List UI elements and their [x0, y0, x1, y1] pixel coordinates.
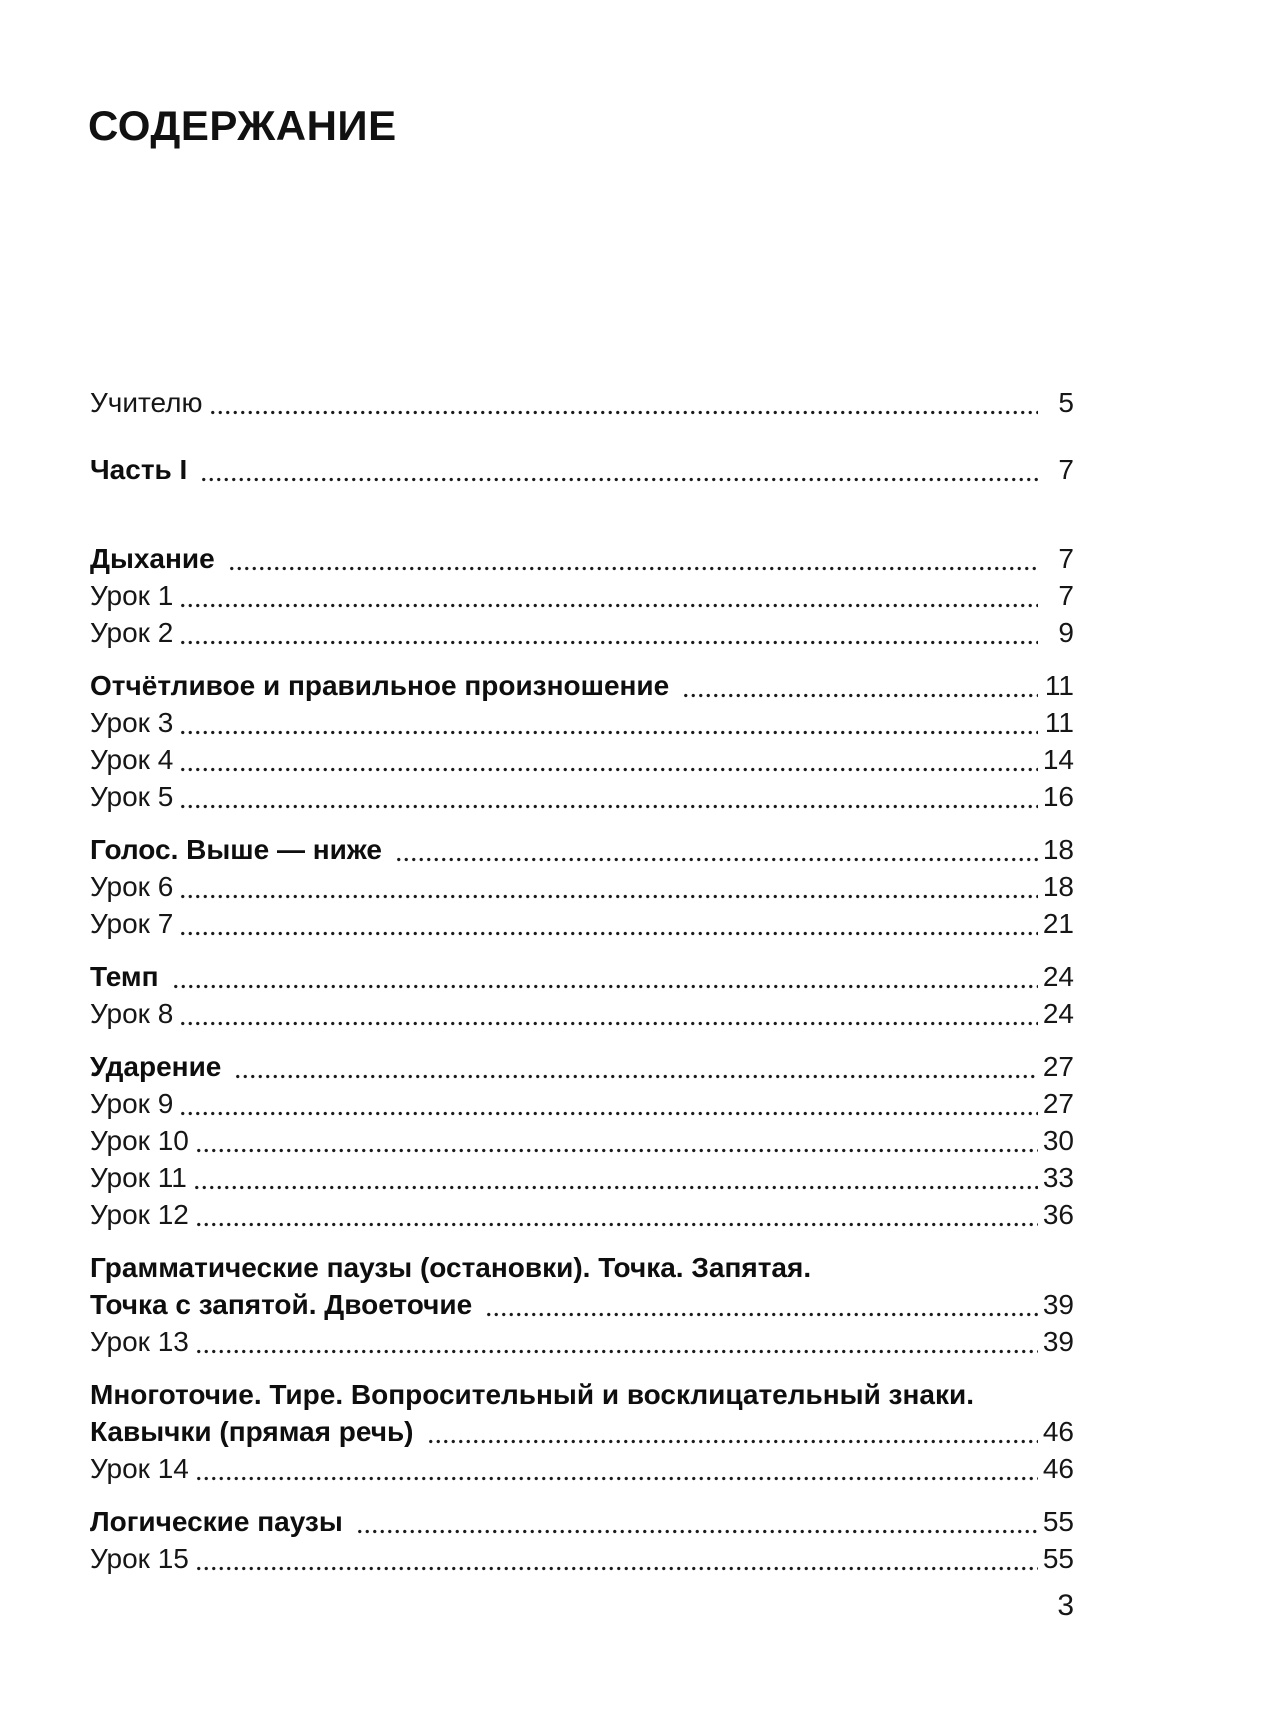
toc-entry: [90, 384, 1074, 421]
toc-page-number: 21: [1042, 908, 1074, 939]
toc-heading-line: Грамматические паузы (остановки). Точка. Запятая.: [90, 1252, 812, 1283]
dot-leader: [208, 410, 1038, 415]
dot-leader: [178, 767, 1038, 772]
toc-entry-label: Темп: [90, 961, 159, 992]
toc-entry: [90, 831, 1074, 868]
dot-leader: [178, 640, 1038, 645]
toc-entry: [90, 1540, 1074, 1577]
toc-entry: [90, 1085, 1074, 1122]
dot-leader: [192, 1185, 1038, 1190]
dot-leader: [194, 1476, 1038, 1481]
toc-entry-label: Урок 2: [90, 617, 174, 648]
toc-page-number: 9: [1058, 617, 1074, 648]
toc-entry-label: Урок 7: [90, 908, 174, 939]
toc-entry-label: Урок 10: [90, 1125, 189, 1156]
toc-heading-line: Многоточие. Тире. Вопросительный и восклицательный знаки.: [90, 1379, 974, 1410]
toc-page-number: 46: [1042, 1416, 1074, 1447]
toc-page-number: 24: [1042, 961, 1074, 992]
toc-entry: [90, 1413, 1074, 1450]
dot-leader: [194, 1566, 1038, 1571]
toc-entry-label: Урок 4: [90, 744, 174, 775]
dot-leader: [199, 477, 1038, 482]
toc-page-number: 36: [1042, 1199, 1074, 1230]
toc-entry: [90, 667, 1074, 704]
toc-page-number: 16: [1042, 781, 1074, 812]
toc-entry: [90, 958, 1074, 995]
toc-entry: [90, 451, 1074, 488]
toc-page-number: 5: [1058, 387, 1074, 418]
folio-page-number: 3: [1057, 1589, 1074, 1622]
toc-page-number: 39: [1042, 1326, 1074, 1357]
toc-page-number: 7: [1058, 580, 1074, 611]
toc-page-number: 55: [1042, 1506, 1074, 1537]
toc-entry: [90, 1286, 1074, 1323]
toc-entry: [90, 540, 1074, 577]
dot-leader: [178, 1111, 1038, 1116]
toc-entry-label: Логические паузы: [90, 1506, 343, 1537]
dot-leader: [681, 693, 1038, 698]
toc-entry: [90, 778, 1074, 815]
toc-page-number: 18: [1042, 871, 1074, 902]
toc-entry: [90, 614, 1074, 651]
toc-entry-label: Учителю: [90, 387, 203, 418]
toc-entry: [90, 1122, 1074, 1159]
toc-entry-label: Часть I: [90, 454, 188, 485]
dot-leader: [227, 566, 1038, 571]
toc-entry-label: Голос. Выше — ниже: [90, 834, 382, 865]
toc-entry-label: Ударение: [90, 1051, 222, 1082]
toc-entry: [90, 1503, 1074, 1540]
toc-entry-label: Отчётливое и правильное произношение: [90, 670, 670, 701]
toc-entry-label: Дыхание: [90, 543, 215, 574]
toc-page-number: 24: [1042, 998, 1074, 1029]
dot-leader: [426, 1439, 1038, 1444]
toc-page-number: 27: [1042, 1088, 1074, 1119]
dot-leader: [484, 1312, 1038, 1317]
toc-page-number: 11: [1044, 670, 1074, 701]
toc-entry: [90, 1048, 1074, 1085]
toc-entry: [90, 868, 1074, 905]
toc-entry-label: Урок 6: [90, 871, 174, 902]
toc-entry-label: Урок 3: [90, 707, 174, 738]
toc-entry-label: Урок 11: [90, 1162, 187, 1193]
toc-entry: [90, 741, 1074, 778]
toc-entry-label: Урок 15: [90, 1543, 189, 1574]
toc-entry: [90, 1323, 1074, 1360]
toc-page-number: 55: [1042, 1543, 1074, 1574]
dot-leader: [194, 1148, 1038, 1153]
toc-entry-label: Урок 9: [90, 1088, 174, 1119]
toc-entry-label: Точка с запятой. Двоеточие: [90, 1289, 473, 1320]
toc-page-number: 33: [1042, 1162, 1074, 1193]
toc-entry: [90, 1450, 1074, 1487]
toc-entry-label: Урок 13: [90, 1326, 189, 1357]
dot-leader: [233, 1074, 1038, 1079]
dot-leader: [178, 894, 1038, 899]
toc-entry: [90, 1159, 1074, 1196]
toc-page-number: 27: [1042, 1051, 1074, 1082]
toc-entry-label: Урок 8: [90, 998, 174, 1029]
dot-leader: [194, 1349, 1038, 1354]
toc-entry: [90, 577, 1074, 614]
dot-leader: [178, 1021, 1038, 1026]
toc-page-number: 7: [1058, 543, 1074, 574]
dot-leader: [355, 1529, 1038, 1534]
dot-leader: [178, 931, 1038, 936]
toc-entry-label: Урок 14: [90, 1453, 189, 1484]
dot-leader: [178, 730, 1038, 735]
toc-entry-label: Урок 12: [90, 1199, 189, 1230]
toc-entry-label: Урок 1: [90, 580, 174, 611]
dot-leader: [178, 603, 1038, 608]
dot-leader: [394, 857, 1038, 862]
toc-page-number: 39: [1042, 1289, 1074, 1320]
toc-entry: [90, 704, 1074, 741]
toc-page-number: 14: [1042, 744, 1074, 775]
dot-leader: [194, 1222, 1038, 1227]
page-title: СОДЕРЖАНИЕ: [88, 102, 397, 149]
toc-entry: [90, 905, 1074, 942]
toc-entry-label: Урок 5: [90, 781, 174, 812]
toc-entry: [90, 1196, 1074, 1233]
toc-page-number: 46: [1042, 1453, 1074, 1484]
toc-page-number: 18: [1042, 834, 1074, 865]
toc-page-number: 30: [1042, 1125, 1074, 1156]
toc-entry-label: Кавычки (прямая речь): [90, 1416, 414, 1447]
toc-page-number: 11: [1044, 707, 1074, 738]
toc-entry: [90, 995, 1074, 1032]
dot-leader: [178, 804, 1038, 809]
toc-page-number: 7: [1058, 454, 1074, 485]
table-of-contents: [90, 384, 1074, 1577]
dot-leader: [171, 984, 1038, 989]
